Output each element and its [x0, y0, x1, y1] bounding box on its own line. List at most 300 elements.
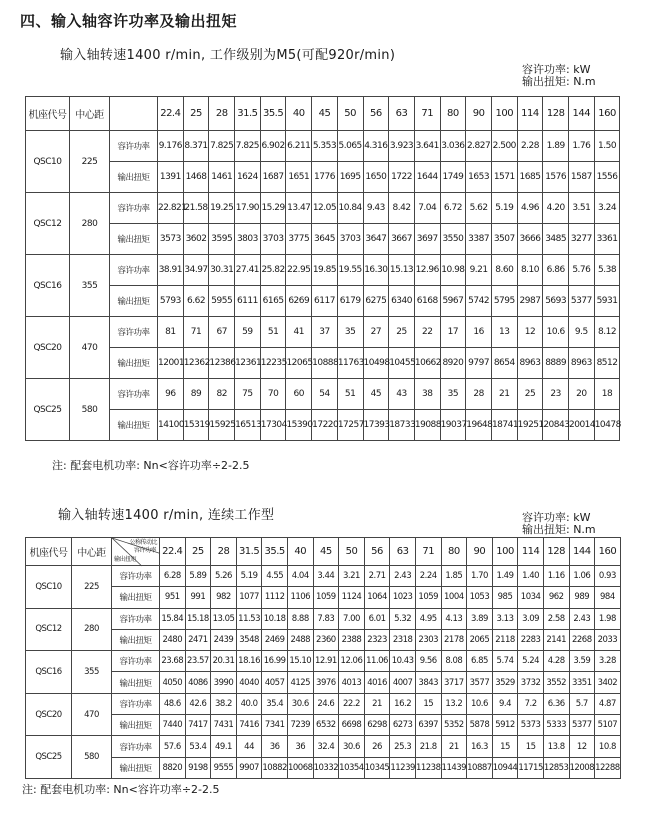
- power-value-cell: 4.96: [517, 193, 543, 224]
- power-value-cell: 30.6: [287, 693, 313, 714]
- torque-value-cell: 2303: [415, 629, 441, 650]
- power-value-cell: 6.72: [440, 193, 466, 224]
- power-value-cell: 35: [337, 317, 363, 348]
- torque-value-cell: 10882: [262, 757, 288, 778]
- torque-value-cell: 1023: [390, 587, 416, 608]
- ratio-header-cell: 28: [211, 538, 237, 566]
- torque-value-cell: 10455: [389, 348, 415, 379]
- power-value-cell: 25.82: [260, 255, 286, 286]
- power-value-cell: 18.16: [236, 651, 262, 672]
- power-value-cell: 60: [286, 379, 312, 410]
- torque-value-cell: 3361: [594, 224, 620, 255]
- row-label-torque: 输出扭矩: [110, 162, 158, 193]
- power-value-cell: 9.4: [492, 693, 518, 714]
- torque-value-cell: 1556: [594, 162, 620, 193]
- power-value-cell: 19.25: [209, 193, 235, 224]
- torque-value-cell: 5693: [543, 286, 569, 317]
- torque-value-cell: 1468: [183, 162, 209, 193]
- torque-value-cell: 19088: [414, 410, 440, 441]
- power-value-cell: 81: [158, 317, 184, 348]
- row-label-power: 容许功率: [110, 193, 158, 224]
- torque-value-cell: 3645: [312, 224, 338, 255]
- table1-power-torque: [25, 96, 620, 441]
- torque-value-cell: 1571: [491, 162, 517, 193]
- row-label-torque: 输出扭矩: [112, 629, 160, 650]
- power-value-cell: 43: [389, 379, 415, 410]
- header-row: [26, 97, 620, 131]
- row-label-power: 容许功率: [110, 379, 158, 410]
- model-torque-row: [26, 757, 621, 778]
- torque-value-cell: 1650: [363, 162, 389, 193]
- torque-value-cell: 991: [185, 587, 211, 608]
- torque-value-cell: 8654: [491, 348, 517, 379]
- ratio-header-cell: 25: [183, 97, 209, 131]
- model-code-cell: QSC16: [26, 255, 70, 317]
- col-header-model: 机座代号: [26, 97, 70, 131]
- col-header-model: 机座代号: [26, 538, 72, 566]
- torque-value-cell: 10662: [414, 348, 440, 379]
- section-heading: 四、输入轴容许功率及输出扭矩: [20, 12, 238, 30]
- torque-value-cell: 6340: [389, 286, 415, 317]
- power-value-cell: 1.49: [492, 566, 518, 587]
- power-value-cell: 10.84: [337, 193, 363, 224]
- power-value-cell: 4.95: [415, 608, 441, 629]
- torque-value-cell: 5373: [518, 715, 544, 736]
- torque-value-cell: 3717: [441, 672, 467, 693]
- model-code-cell: QSC20: [26, 693, 72, 736]
- ratio-header-cell: 90: [466, 97, 492, 131]
- torque-value-cell: 6117: [312, 286, 338, 317]
- ratio-header-cell: 31.5: [235, 97, 261, 131]
- power-value-cell: 35: [440, 379, 466, 410]
- torque-value-cell: 3697: [414, 224, 440, 255]
- model-torque-row: [26, 410, 620, 441]
- torque-value-cell: 19648: [466, 410, 492, 441]
- torque-value-cell: 4016: [364, 672, 390, 693]
- torque-value-cell: 2141: [543, 629, 569, 650]
- diag-label-torque: 输出扭矩: [114, 556, 137, 563]
- center-distance-cell: 580: [70, 379, 110, 441]
- power-value-cell: 3.51: [569, 193, 595, 224]
- power-value-cell: 4.20: [543, 193, 569, 224]
- power-value-cell: 42.6: [185, 693, 211, 714]
- torque-value-cell: 6298: [364, 715, 390, 736]
- center-distance-cell: 470: [70, 317, 110, 379]
- torque-value-cell: 17304: [260, 410, 286, 441]
- power-value-cell: 18: [594, 379, 620, 410]
- model-power-row: [26, 131, 620, 162]
- power-value-cell: 12: [517, 317, 543, 348]
- power-value-cell: 3.59: [569, 651, 595, 672]
- model-code-cell: QSC25: [26, 379, 70, 441]
- torque-value-cell: 1112: [262, 587, 288, 608]
- power-value-cell: 1.16: [543, 566, 569, 587]
- torque-value-cell: 3507: [491, 224, 517, 255]
- power-value-cell: 8.08: [441, 651, 467, 672]
- power-value-cell: 5.065: [337, 131, 363, 162]
- model-torque-row: [26, 587, 621, 608]
- power-value-cell: 1.76: [569, 131, 595, 162]
- power-value-cell: 49.1: [211, 736, 237, 757]
- torque-value-cell: 3666: [517, 224, 543, 255]
- power-value-cell: 5.74: [492, 651, 518, 672]
- torque-value-cell: 3647: [363, 224, 389, 255]
- torque-value-cell: 7417: [185, 715, 211, 736]
- torque-value-cell: 5107: [595, 715, 621, 736]
- power-value-cell: 12.05: [312, 193, 338, 224]
- power-value-cell: 3.89: [467, 608, 493, 629]
- torque-value-cell: 3277: [569, 224, 595, 255]
- power-value-cell: 26: [364, 736, 390, 757]
- row-label-torque: 输出扭矩: [110, 410, 158, 441]
- power-value-cell: 96: [158, 379, 184, 410]
- header-row: [26, 538, 621, 566]
- torque-value-cell: 10944: [492, 757, 518, 778]
- torque-value-cell: 12386: [209, 348, 235, 379]
- torque-value-cell: 12008: [569, 757, 595, 778]
- torque-value-cell: 2178: [441, 629, 467, 650]
- torque-value-cell: 5377: [569, 286, 595, 317]
- power-value-cell: 15.10: [287, 651, 313, 672]
- power-value-cell: 22.821: [158, 193, 184, 224]
- power-value-cell: 8.12: [594, 317, 620, 348]
- torque-value-cell: 11439: [441, 757, 467, 778]
- power-value-cell: 38.2: [211, 693, 237, 714]
- power-value-cell: 8.88: [287, 608, 313, 629]
- ratio-header-cell: 71: [414, 97, 440, 131]
- power-value-cell: 13.8: [543, 736, 569, 757]
- diag-label-power: 容许功率: [133, 547, 156, 554]
- torque-value-cell: 4057: [262, 672, 288, 693]
- torque-value-cell: 1059: [313, 587, 339, 608]
- torque-value-cell: 12361: [235, 348, 261, 379]
- torque-value-cell: 6397: [415, 715, 441, 736]
- power-value-cell: 13: [491, 317, 517, 348]
- row-label-torque: 输出扭矩: [112, 672, 160, 693]
- torque-value-cell: 5878: [467, 715, 493, 736]
- torque-value-cell: 3577: [467, 672, 493, 693]
- power-value-cell: 13.05: [211, 608, 237, 629]
- power-value-cell: 25: [517, 379, 543, 410]
- torque-value-cell: 12001: [158, 348, 184, 379]
- power-value-cell: 1.85: [441, 566, 467, 587]
- ratio-header-cell: 28: [209, 97, 235, 131]
- torque-value-cell: 6532: [313, 715, 339, 736]
- torque-value-cell: 6273: [390, 715, 416, 736]
- model-torque-row: [26, 286, 620, 317]
- ratio-header-cell: 160: [594, 97, 620, 131]
- power-value-cell: 51: [337, 379, 363, 410]
- torque-value-cell: 4086: [185, 672, 211, 693]
- power-value-cell: 21: [441, 736, 467, 757]
- torque-value-cell: 11715: [518, 757, 544, 778]
- torque-value-cell: 12362: [183, 348, 209, 379]
- power-value-cell: 8.60: [491, 255, 517, 286]
- torque-value-cell: 3775: [286, 224, 312, 255]
- power-value-cell: 10.43: [390, 651, 416, 672]
- torque-value-cell: 18741: [491, 410, 517, 441]
- model-power-row: [26, 379, 620, 410]
- power-value-cell: 20: [569, 379, 595, 410]
- ratio-header-cell: 25: [185, 538, 211, 566]
- power-value-cell: 16: [466, 317, 492, 348]
- torque-value-cell: 5352: [441, 715, 467, 736]
- torque-value-cell: 17220: [312, 410, 338, 441]
- power-value-cell: 45: [363, 379, 389, 410]
- ratio-header-cell: 114: [517, 97, 543, 131]
- torque-value-cell: 2388: [339, 629, 365, 650]
- power-value-cell: 28: [466, 379, 492, 410]
- torque-value-cell: 7440: [160, 715, 186, 736]
- torque-value-cell: 4040: [236, 672, 262, 693]
- torque-value-cell: 10345: [364, 757, 390, 778]
- torque-value-cell: 1064: [364, 587, 390, 608]
- row-label-torque: 输出扭矩: [112, 757, 160, 778]
- power-value-cell: 22.95: [286, 255, 312, 286]
- torque-value-cell: 6179: [337, 286, 363, 317]
- power-value-cell: 48.6: [160, 693, 186, 714]
- torque-value-cell: 5795: [491, 286, 517, 317]
- power-value-cell: 3.036: [440, 131, 466, 162]
- row-label-power: 容许功率: [110, 255, 158, 286]
- torque-value-cell: 1053: [467, 587, 493, 608]
- table1-unit-torque: 输出扭矩: N.m: [522, 75, 596, 88]
- torque-value-cell: 1034: [518, 587, 544, 608]
- ratio-header-cell: 144: [569, 538, 595, 566]
- torque-value-cell: 3703: [260, 224, 286, 255]
- power-value-cell: 1.06: [569, 566, 595, 587]
- power-value-cell: 10.98: [440, 255, 466, 286]
- torque-value-cell: 2360: [313, 629, 339, 650]
- power-value-cell: 71: [183, 317, 209, 348]
- table1-units: [522, 64, 596, 88]
- power-value-cell: 35.4: [262, 693, 288, 714]
- center-distance-cell: 280: [70, 193, 110, 255]
- power-value-cell: 10.6: [467, 693, 493, 714]
- power-value-cell: 5.62: [466, 193, 492, 224]
- torque-value-cell: 2480: [160, 629, 186, 650]
- power-value-cell: 5.89: [185, 566, 211, 587]
- torque-value-cell: 15319: [183, 410, 209, 441]
- power-value-cell: 21.8: [415, 736, 441, 757]
- torque-value-cell: 2268: [569, 629, 595, 650]
- torque-value-cell: 2283: [518, 629, 544, 650]
- power-value-cell: 25: [389, 317, 415, 348]
- power-value-cell: 6.36: [543, 693, 569, 714]
- torque-value-cell: 5931: [594, 286, 620, 317]
- power-value-cell: 67: [209, 317, 235, 348]
- torque-value-cell: 17257: [337, 410, 363, 441]
- ratio-header-cell: 22.4: [160, 538, 186, 566]
- ratio-header-cell: 56: [363, 97, 389, 131]
- torque-value-cell: 2471: [185, 629, 211, 650]
- torque-value-cell: 3602: [183, 224, 209, 255]
- power-value-cell: 38: [414, 379, 440, 410]
- power-value-cell: 13.47: [286, 193, 312, 224]
- power-value-cell: 1.89: [543, 131, 569, 162]
- ratio-header-cell: 128: [543, 538, 569, 566]
- power-value-cell: 1.98: [595, 608, 621, 629]
- power-value-cell: 3.21: [339, 566, 365, 587]
- row-label-torque: 输出扭矩: [110, 348, 158, 379]
- table2-note: 注: 配套电机功率: Nn<容许功率÷2-2.5: [22, 783, 220, 796]
- center-distance-cell: 470: [72, 693, 112, 736]
- power-value-cell: 5.19: [236, 566, 262, 587]
- ratio-header-cell: 50: [337, 97, 363, 131]
- table1-subtitle: 输入轴转速1400 r/min, 工作级别为M5(可配920r/min): [60, 48, 396, 63]
- model-power-row: [26, 608, 621, 629]
- row-label-power: 容许功率: [112, 608, 160, 629]
- power-value-cell: 27.41: [235, 255, 261, 286]
- row-label-power: 容许功率: [110, 131, 158, 162]
- power-value-cell: 3.13: [492, 608, 518, 629]
- power-value-cell: 51: [260, 317, 286, 348]
- model-code-cell: QSC16: [26, 651, 72, 694]
- power-value-cell: 21: [364, 693, 390, 714]
- table2-unit-power: 容许功率: kW: [522, 511, 591, 524]
- torque-value-cell: 7239: [287, 715, 313, 736]
- power-value-cell: 3.923: [389, 131, 415, 162]
- center-distance-cell: 355: [72, 651, 112, 694]
- torque-value-cell: 5967: [440, 286, 466, 317]
- ratio-header-cell: 45: [312, 97, 338, 131]
- power-value-cell: 6.85: [467, 651, 493, 672]
- torque-value-cell: 3351: [569, 672, 595, 693]
- power-value-cell: 7.83: [313, 608, 339, 629]
- torque-value-cell: 8889: [543, 348, 569, 379]
- ratio-header-cell: 90: [467, 538, 493, 566]
- torque-value-cell: 3402: [595, 672, 621, 693]
- torque-value-cell: 982: [211, 587, 237, 608]
- model-code-cell: QSC10: [26, 566, 72, 609]
- power-value-cell: 44: [236, 736, 262, 757]
- row-label-torque: 输出扭矩: [110, 286, 158, 317]
- power-value-cell: 8.42: [389, 193, 415, 224]
- model-torque-row: [26, 715, 621, 736]
- power-value-cell: 32.4: [313, 736, 339, 757]
- table2-subtitle: 输入轴转速1400 r/min, 连续工作型: [58, 508, 275, 523]
- power-value-cell: 6.01: [364, 608, 390, 629]
- diag-label-ratio: 公称传动比: [129, 539, 157, 546]
- power-value-cell: 54: [312, 379, 338, 410]
- power-value-cell: 3.24: [594, 193, 620, 224]
- ratio-header-cell: 100: [491, 97, 517, 131]
- power-value-cell: 12.91: [313, 651, 339, 672]
- torque-value-cell: 16513: [235, 410, 261, 441]
- torque-value-cell: 20843: [543, 410, 569, 441]
- torque-value-cell: 1059: [415, 587, 441, 608]
- power-value-cell: 10.6: [543, 317, 569, 348]
- power-value-cell: 3.44: [313, 566, 339, 587]
- torque-value-cell: 8963: [569, 348, 595, 379]
- power-value-cell: 5.26: [211, 566, 237, 587]
- row-label-power: 容许功率: [112, 566, 160, 587]
- torque-value-cell: 10068: [287, 757, 313, 778]
- torque-value-cell: 1749: [440, 162, 466, 193]
- power-value-cell: 2.43: [569, 608, 595, 629]
- torque-value-cell: 9907: [236, 757, 262, 778]
- torque-value-cell: 989: [569, 587, 595, 608]
- torque-value-cell: 10332: [313, 757, 339, 778]
- power-value-cell: 15: [492, 736, 518, 757]
- power-value-cell: 15: [415, 693, 441, 714]
- torque-value-cell: 6275: [363, 286, 389, 317]
- power-value-cell: 15.18: [185, 608, 211, 629]
- power-value-cell: 53.4: [185, 736, 211, 757]
- torque-value-cell: 9555: [211, 757, 237, 778]
- center-distance-cell: 580: [72, 736, 112, 779]
- power-value-cell: 2.827: [466, 131, 492, 162]
- model-code-cell: QSC20: [26, 317, 70, 379]
- table1-note: 注: 配套电机功率: Nn<容许功率÷2-2.5: [52, 459, 250, 472]
- torque-value-cell: 7431: [211, 715, 237, 736]
- power-value-cell: 15.29: [260, 193, 286, 224]
- ratio-header-cell: 71: [415, 538, 441, 566]
- torque-value-cell: 3548: [236, 629, 262, 650]
- torque-value-cell: 1004: [441, 587, 467, 608]
- row-label-power: 容许功率: [112, 651, 160, 672]
- power-value-cell: 9.176: [158, 131, 184, 162]
- model-power-row: [26, 255, 620, 286]
- model-torque-row: [26, 162, 620, 193]
- power-value-cell: 3.28: [595, 651, 621, 672]
- power-value-cell: 1.50: [594, 131, 620, 162]
- torque-value-cell: 1685: [517, 162, 543, 193]
- torque-value-cell: 12235: [260, 348, 286, 379]
- torque-value-cell: 1391: [158, 162, 184, 193]
- power-value-cell: 20.31: [211, 651, 237, 672]
- power-value-cell: 23.68: [160, 651, 186, 672]
- torque-value-cell: 5912: [492, 715, 518, 736]
- torque-value-cell: 3803: [235, 224, 261, 255]
- torque-value-cell: 1695: [337, 162, 363, 193]
- ratio-header-cell: 160: [595, 538, 621, 566]
- torque-value-cell: 5377: [569, 715, 595, 736]
- torque-value-cell: 1776: [312, 162, 338, 193]
- model-power-row: [26, 693, 621, 714]
- torque-value-cell: 3990: [211, 672, 237, 693]
- torque-value-cell: 10498: [363, 348, 389, 379]
- power-value-cell: 75: [235, 379, 261, 410]
- power-value-cell: 5.24: [518, 651, 544, 672]
- power-value-cell: 11.06: [364, 651, 390, 672]
- power-value-cell: 6.902: [260, 131, 286, 162]
- ratio-header-cell: 63: [389, 97, 415, 131]
- torque-value-cell: 8963: [517, 348, 543, 379]
- torque-value-cell: 8920: [440, 348, 466, 379]
- power-value-cell: 16.3: [467, 736, 493, 757]
- power-value-cell: 2.24: [415, 566, 441, 587]
- torque-value-cell: 3843: [415, 672, 441, 693]
- power-value-cell: 17: [440, 317, 466, 348]
- power-value-cell: 16.2: [390, 693, 416, 714]
- row-label-torque: 输出扭矩: [110, 224, 158, 255]
- torque-value-cell: 2488: [287, 629, 313, 650]
- torque-value-cell: 3976: [313, 672, 339, 693]
- torque-value-cell: 6111: [235, 286, 261, 317]
- center-distance-cell: 280: [72, 608, 112, 651]
- power-value-cell: 2.58: [543, 608, 569, 629]
- model-power-row: [26, 566, 621, 587]
- torque-value-cell: 12288: [595, 757, 621, 778]
- power-value-cell: 16.30: [363, 255, 389, 286]
- torque-value-cell: 1106: [287, 587, 313, 608]
- power-value-cell: 24.6: [313, 693, 339, 714]
- power-value-cell: 23: [543, 379, 569, 410]
- torque-value-cell: 15390: [286, 410, 312, 441]
- torque-value-cell: 4007: [390, 672, 416, 693]
- torque-value-cell: 1722: [389, 162, 415, 193]
